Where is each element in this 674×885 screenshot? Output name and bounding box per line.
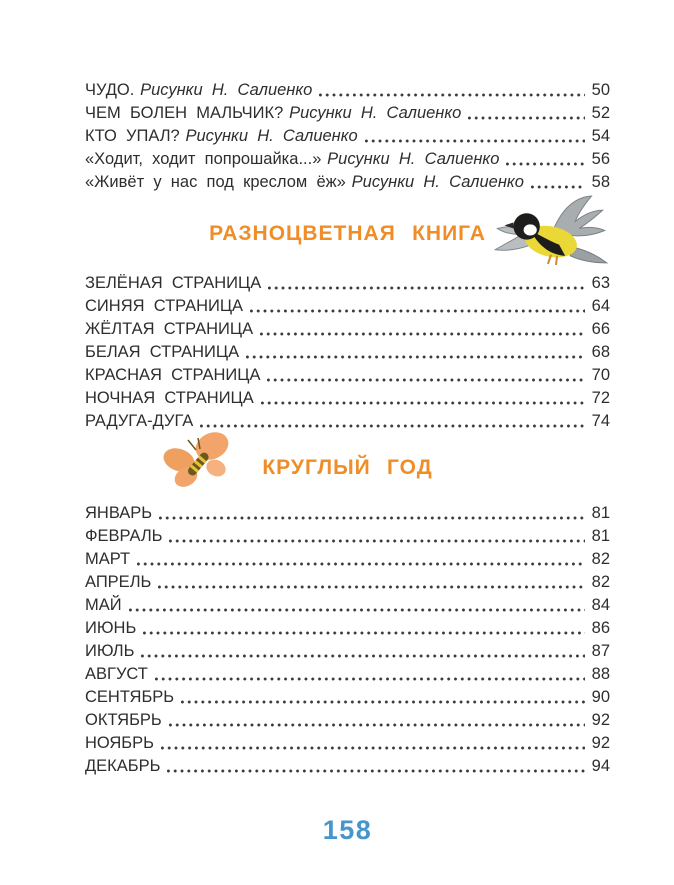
dot-leader (365, 138, 585, 144)
entry-page-number: 81 (591, 527, 610, 545)
butterfly-icon (155, 430, 245, 496)
toc-entry (85, 148, 610, 171)
entry-page-number: 81 (591, 504, 610, 522)
entry-title: ЧУДО. (85, 81, 135, 99)
entry-page-number: 92 (591, 734, 610, 752)
entry-page-number: 94 (591, 757, 610, 775)
toc-entry (85, 502, 610, 525)
entry-page-number: 72 (591, 389, 610, 407)
dot-leader (137, 561, 585, 567)
dot-leader (159, 515, 585, 521)
dot-leader (167, 768, 585, 774)
section-heading-krugly-god (85, 434, 610, 500)
toc-entry (85, 102, 610, 125)
dot-leader (319, 92, 585, 98)
dot-leader (158, 584, 585, 590)
entry-title: ЗЕЛЁНАЯ СТРАНИЦА (85, 274, 262, 292)
entry-title: АВГУСТ (85, 665, 148, 683)
entry-title: ЯНВАРЬ (85, 504, 153, 522)
entry-title: НОЧНАЯ СТРАНИЦА (85, 389, 254, 407)
toc-entry (85, 341, 610, 364)
toc-top-entries (85, 79, 610, 194)
dot-leader (129, 607, 585, 613)
entry-title: ИЮЛЬ (85, 642, 135, 660)
dot-leader (268, 285, 585, 291)
dot-leader (143, 630, 585, 636)
page-folio-number: 158 (322, 815, 373, 845)
toc-entry (85, 525, 610, 548)
entry-page-number: 56 (591, 150, 610, 168)
toc-entry (85, 686, 610, 709)
toc-entry (85, 272, 610, 295)
entry-title: СЕНТЯБРЬ (85, 688, 175, 706)
toc-section-2-entries (85, 502, 610, 778)
entry-title: «Живёт у нас под креслом ёж» (85, 173, 346, 191)
dot-leader (531, 184, 585, 190)
dot-leader (181, 699, 585, 705)
toc-section-1-entries (85, 272, 610, 433)
dot-leader (250, 308, 585, 314)
entry-page-number: 88 (591, 665, 610, 683)
entry-title: АПРЕЛЬ (85, 573, 152, 591)
toc-entry (85, 709, 610, 732)
section-heading-raznotsvetnaya-kniga (85, 200, 610, 266)
entry-title: МАЙ (85, 596, 122, 614)
entry-page-number: 58 (591, 173, 610, 191)
dot-leader (200, 423, 585, 429)
section-title: РАЗНОЦВЕТНАЯ КНИГА (209, 222, 486, 245)
entry-title: «Ходит, ходит попрошайка...» (85, 150, 322, 168)
dot-leader (506, 161, 585, 167)
entry-subtitle: Рисунки Н. Салиенко (185, 127, 358, 145)
dot-leader (141, 653, 585, 659)
entry-title: КТО УПАЛ? (85, 127, 180, 145)
entry-page-number: 87 (591, 642, 610, 660)
entry-page-number: 86 (591, 619, 610, 637)
entry-page-number: 63 (591, 274, 610, 292)
toc-entry (85, 79, 610, 102)
dot-leader (468, 115, 585, 121)
dot-leader (169, 722, 585, 728)
entry-page-number: 68 (591, 343, 610, 361)
entry-subtitle: Рисунки Н. Салиенко (289, 104, 462, 122)
section-title: КРУГЛЫЙ ГОД (262, 456, 433, 479)
dot-leader (246, 354, 585, 360)
entry-title: СИНЯЯ СТРАНИЦА (85, 297, 244, 315)
entry-title: МАРТ (85, 550, 131, 568)
entry-title: БЕЛАЯ СТРАНИЦА (85, 343, 240, 361)
toc-entry (85, 640, 610, 663)
entry-subtitle: Рисунки Н. Салиенко (351, 173, 524, 191)
entry-subtitle: Рисунки Н. Салиенко (327, 150, 500, 168)
toc-entry (85, 594, 610, 617)
toc-entry (85, 571, 610, 594)
entry-page-number: 52 (591, 104, 610, 122)
entry-page-number: 84 (591, 596, 610, 614)
entry-page-number: 82 (591, 573, 610, 591)
toc-entry (85, 295, 610, 318)
toc-entry (85, 171, 610, 194)
toc-entry (85, 548, 610, 571)
dot-leader (161, 745, 585, 751)
entry-page-number: 70 (591, 366, 610, 384)
entry-title: РАДУГА-ДУГА (85, 412, 194, 430)
dot-leader (169, 538, 585, 544)
dot-leader (261, 400, 585, 406)
entry-page-number: 54 (591, 127, 610, 145)
entry-page-number: 66 (591, 320, 610, 338)
entry-page-number: 50 (591, 81, 610, 99)
toc-entry (85, 387, 610, 410)
entry-page-number: 82 (591, 550, 610, 568)
entry-title: ДЕКАБРЬ (85, 757, 161, 775)
dot-leader (155, 676, 585, 682)
entry-page-number: 90 (591, 688, 610, 706)
toc-entry (85, 663, 610, 686)
entry-title: ЖЁЛТАЯ СТРАНИЦА (85, 320, 254, 338)
toc-entry (85, 318, 610, 341)
entry-title: НОЯБРЬ (85, 734, 154, 752)
entry-page-number: 92 (591, 711, 610, 729)
entry-title: ФЕВРАЛЬ (85, 527, 163, 545)
entry-page-number: 64 (591, 297, 610, 315)
toc-entry (85, 732, 610, 755)
entry-title: ОКТЯБРЬ (85, 711, 162, 729)
entry-subtitle: Рисунки Н. Салиенко (140, 81, 313, 99)
entry-title: ИЮНЬ (85, 619, 137, 637)
bird-icon (492, 194, 614, 270)
toc-entry (85, 755, 610, 778)
entry-title: КРАСНАЯ СТРАНИЦА (85, 366, 261, 384)
toc-entry (85, 364, 610, 387)
entry-title: ЧЕМ БОЛЕН МАЛЬЧИК? (85, 104, 284, 122)
entry-page-number: 74 (591, 412, 610, 430)
toc-entry (85, 125, 610, 148)
dot-leader (260, 331, 585, 337)
toc-entry (85, 617, 610, 640)
dot-leader (267, 377, 585, 383)
